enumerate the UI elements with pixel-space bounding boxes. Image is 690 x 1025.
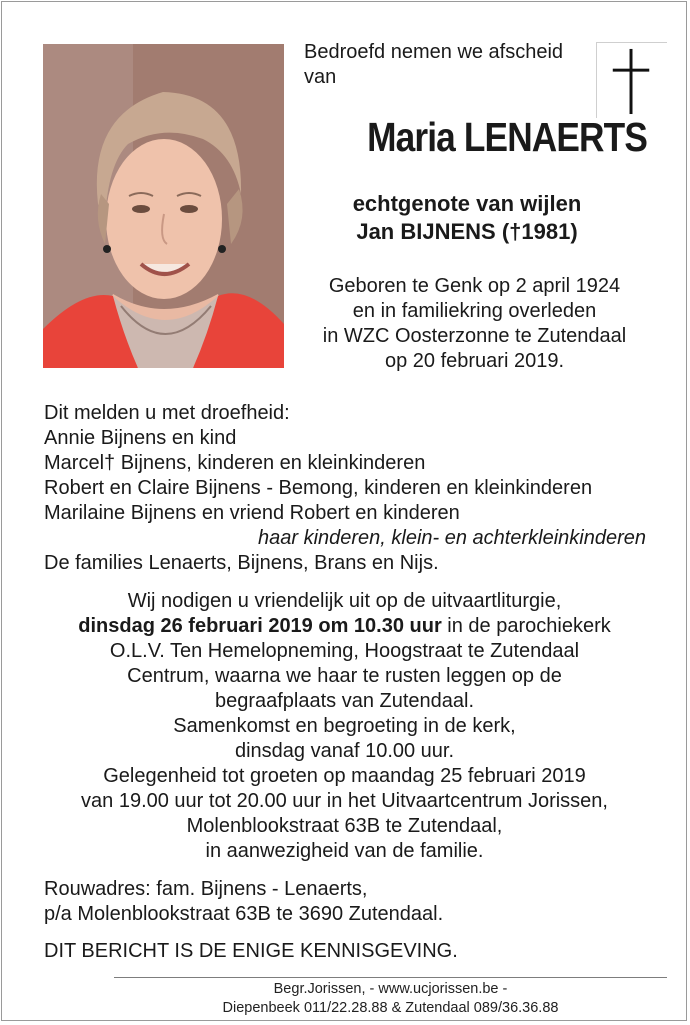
spouse-line: Jan BIJNENS (†1981) [356, 219, 578, 244]
address-line: p/a Molenblookstraat 63B te 3690 Zutendaal. [44, 903, 444, 925]
only-notice-text: DIT BERICHT IS DE ENIGE KENNISGEVING. [44, 940, 458, 962]
footer-line: Begr.Jorissen, - www.ucjorissen.be - [273, 981, 508, 997]
born-line: op 20 februari 2019. [384, 350, 565, 372]
mourning-address [44, 877, 654, 927]
ceremony-line: Molenblookstraat 63B te Zutendaal, [186, 815, 503, 837]
ceremony-line: begraafplaats van Zutendaal. [214, 690, 475, 712]
footer-divider [114, 977, 667, 978]
spouse-line: echtgenote van wijlen [352, 191, 582, 216]
family-member: Robert en Claire Bijnens - Bemong, kinderen en kleinkinderen [44, 477, 593, 499]
family-member: Marilaine Bijnens en vriend Robert en kinderen [44, 502, 460, 524]
cross-icon [596, 42, 667, 118]
birth-death-info [302, 274, 647, 374]
ceremony-line: in aanwezigheid van de familie. [205, 840, 484, 862]
ceremony-info [32, 589, 657, 864]
ceremony-line: O.L.V. Ten Hemelopneming, Hoogstraat te Zutendaal [109, 640, 580, 662]
ceremony-line: Centrum, waarna we haar te rusten leggen op de [127, 665, 562, 687]
footer-line: Diepenbeek 011/22.28.88 & Zutendaal 089/36.36.88 [222, 1000, 559, 1016]
deceased-name: Maria LENAERTS [367, 114, 647, 160]
born-line: in WZC Oosterzonne te Zutendaal [322, 325, 627, 347]
portrait-photo [43, 44, 284, 368]
family-heading: Dit melden u met droefheid: [44, 402, 290, 424]
family-member: Annie Bijnens en kind [44, 427, 237, 449]
families-line: De families Lenaerts, Bijnens, Brans en Nijs. [44, 552, 439, 574]
intro-line: van [304, 66, 337, 88]
address-line: Rouwadres: fam. Bijnens - Lenaerts, [44, 878, 368, 900]
ceremony-date-line [32, 614, 657, 639]
family-list [44, 401, 654, 576]
ceremony-date-rest: in de parochiekerk [441, 615, 611, 637]
spouse-info [302, 190, 632, 246]
born-line: Geboren te Genk op 2 april 1924 [328, 275, 621, 297]
ceremony-line: Samenkomst en begroeting in de kerk, [173, 715, 516, 737]
intro-text [304, 40, 594, 90]
funeral-home-footer [114, 980, 667, 1018]
ceremony-line: van 19.00 uur tot 20.00 uur in het Uitvaartcentrum Jorissen, [81, 790, 608, 812]
intro-line: Bedroefd nemen we afscheid [304, 41, 564, 63]
ceremony-line: Wij nodigen u vriendelijk uit op de uitvaartliturgie, [127, 590, 562, 612]
ceremony-line: dinsdag vanaf 10.00 uur. [234, 740, 455, 762]
born-line: en in familiekring overleden [352, 300, 597, 322]
grandchildren-line: haar kinderen, klein- en achterkleinkinderen [257, 527, 646, 549]
ceremony-line: Gelegenheid tot groeten op maandag 25 februari 2019 [103, 765, 586, 787]
family-member: Marcel† Bijnens, kinderen en kleinkinderen [44, 452, 426, 474]
death-notice-card [1, 1, 687, 1021]
portrait-illustration [43, 44, 284, 368]
ceremony-date: dinsdag 26 februari 2019 om 10.30 uur [78, 615, 442, 637]
